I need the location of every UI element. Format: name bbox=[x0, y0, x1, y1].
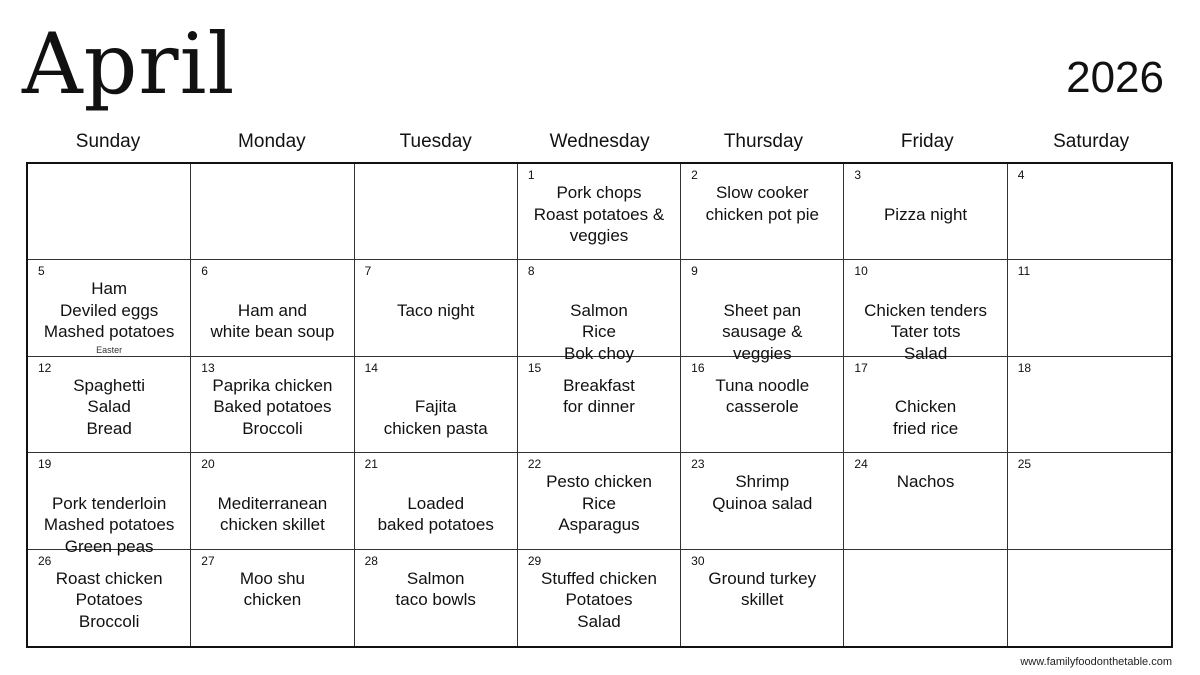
meal-line: sausage & bbox=[722, 322, 803, 342]
day-cell-6[interactable] bbox=[191, 260, 354, 356]
day-number: 23 bbox=[691, 457, 705, 472]
website-link[interactable]: www.familyfoodonthetable.com bbox=[1020, 656, 1172, 668]
meal-line: chicken bbox=[243, 590, 302, 610]
meal-line: Salad bbox=[903, 343, 948, 363]
meal-line: fried rice bbox=[892, 418, 959, 438]
day-cell-25[interactable] bbox=[1008, 453, 1171, 549]
day-cell-16[interactable] bbox=[681, 357, 844, 453]
meal-line: Quinoa salad bbox=[712, 493, 813, 513]
day-cell-23[interactable] bbox=[681, 453, 844, 549]
meal-line: Ground turkey bbox=[708, 568, 817, 588]
day-cell-4[interactable] bbox=[1008, 164, 1171, 260]
meal-line: chicken pasta bbox=[383, 418, 488, 438]
meal-text bbox=[191, 471, 353, 536]
day-number: 30 bbox=[691, 553, 705, 568]
meal-line: Sheet pan bbox=[723, 300, 802, 320]
day-cell-29[interactable] bbox=[518, 550, 681, 646]
meal-line: Deviled eggs bbox=[60, 300, 159, 320]
meal-text bbox=[681, 471, 843, 514]
day-number: 3 bbox=[854, 168, 862, 182]
day-number: 12 bbox=[38, 360, 52, 375]
day-number: 25 bbox=[1017, 457, 1032, 472]
meal-text bbox=[28, 568, 190, 633]
meal-line: Paprika chicken bbox=[212, 375, 333, 395]
day-cell-15[interactable] bbox=[518, 357, 681, 453]
meal-line bbox=[191, 471, 353, 493]
day-cell-19[interactable] bbox=[28, 453, 191, 556]
meal-line: Baked potatoes bbox=[213, 397, 332, 417]
meal-text bbox=[355, 375, 517, 440]
weekday-friday: Friday bbox=[900, 131, 954, 152]
meal-text bbox=[844, 375, 1006, 440]
empty-cell[interactable] bbox=[844, 550, 1007, 646]
day-cell-7[interactable] bbox=[355, 260, 518, 356]
meal-line: Potatoes bbox=[565, 590, 633, 610]
meal-line: Slow cooker bbox=[715, 183, 809, 202]
meal-line bbox=[355, 278, 517, 300]
month-title: April bbox=[22, 15, 236, 113]
meal-line: Nachos bbox=[896, 472, 955, 492]
meal-line: Fajita bbox=[414, 397, 457, 417]
day-cell-20[interactable] bbox=[191, 453, 354, 549]
empty-cell[interactable] bbox=[28, 164, 191, 260]
day-cell-14[interactable] bbox=[355, 357, 518, 453]
day-number: 22 bbox=[527, 457, 542, 472]
meal-text bbox=[681, 278, 843, 364]
meal-line bbox=[355, 471, 517, 493]
meal-text bbox=[355, 278, 517, 321]
meal-text bbox=[844, 182, 1006, 225]
day-number: 26 bbox=[38, 553, 52, 568]
day-cell-5[interactable] bbox=[28, 260, 191, 356]
meal-line: taco bowls bbox=[395, 590, 476, 610]
day-number: 15 bbox=[527, 360, 542, 375]
day-cell-17[interactable] bbox=[844, 357, 1007, 453]
meal-line: Mediterranean bbox=[217, 493, 328, 513]
meal-text bbox=[518, 568, 680, 633]
day-cell-8[interactable] bbox=[518, 260, 681, 363]
meal-line: Tater tots bbox=[890, 322, 961, 342]
meal-line: Stuffed chicken bbox=[541, 568, 657, 588]
meal-text bbox=[191, 278, 353, 343]
meal-text bbox=[518, 182, 680, 247]
meal-line bbox=[844, 278, 1006, 300]
day-number: 18 bbox=[1017, 360, 1032, 375]
meal-line bbox=[844, 182, 1006, 204]
meal-line bbox=[355, 375, 517, 397]
meal-line: casserole bbox=[725, 397, 799, 417]
meal-line: Roast chicken bbox=[55, 568, 163, 588]
meal-line: Broccoli bbox=[242, 418, 303, 438]
day-cell-12[interactable] bbox=[28, 357, 191, 453]
meal-text bbox=[518, 278, 680, 364]
meal-line: Taco night bbox=[396, 300, 475, 320]
meal-line: chicken pot pie bbox=[705, 204, 819, 224]
meal-text bbox=[518, 471, 680, 536]
day-number: 28 bbox=[364, 553, 378, 568]
meal-line: Potatoes bbox=[75, 590, 143, 610]
day-cell-21[interactable] bbox=[355, 453, 518, 549]
day-number: 24 bbox=[854, 457, 868, 472]
day-number: 9 bbox=[691, 264, 698, 279]
meal-line: Moo shu bbox=[239, 568, 306, 588]
weekday-saturday: Saturday bbox=[1053, 131, 1130, 152]
meal-line: Pork tenderloin bbox=[51, 493, 167, 513]
meal-line: veggies bbox=[569, 226, 629, 245]
day-number: 29 bbox=[527, 553, 542, 568]
meal-line: Rice bbox=[581, 322, 616, 342]
meal-line: Ham bbox=[91, 279, 128, 299]
weekday-sunday: Sunday bbox=[75, 131, 141, 152]
day-cell-26[interactable] bbox=[28, 550, 191, 646]
day-number: 27 bbox=[201, 553, 215, 568]
day-cell-27[interactable] bbox=[191, 550, 354, 646]
day-cell-1[interactable] bbox=[518, 164, 681, 260]
meal-line: Loaded bbox=[407, 493, 465, 513]
meal-text bbox=[844, 471, 1006, 493]
day-number: 2 bbox=[691, 168, 698, 182]
day-number: 10 bbox=[854, 264, 868, 279]
meal-text bbox=[355, 471, 517, 536]
meal-line: baked potatoes bbox=[377, 515, 494, 535]
day-cell-10[interactable] bbox=[844, 260, 1007, 363]
meal-line: Bread bbox=[86, 418, 132, 438]
year-label: 2026 bbox=[1066, 53, 1164, 102]
meal-line: Salad bbox=[87, 397, 131, 417]
meal-text bbox=[28, 471, 190, 557]
weekday-wednesday: Wednesday bbox=[549, 131, 650, 152]
meal-line: Rice bbox=[581, 493, 616, 513]
day-number: 21 bbox=[364, 457, 378, 472]
meal-text bbox=[681, 375, 843, 418]
day-number: 17 bbox=[854, 360, 868, 375]
meal-line: veggies bbox=[732, 343, 792, 363]
day-cell-9[interactable] bbox=[681, 260, 844, 363]
meal-line: Asparagus bbox=[558, 515, 640, 535]
meal-line: chicken skillet bbox=[219, 515, 325, 535]
day-number: 11 bbox=[1017, 264, 1031, 279]
meal-line: Salmon bbox=[570, 300, 628, 320]
weekday-tuesday: Tuesday bbox=[399, 131, 472, 152]
day-cell-22[interactable] bbox=[518, 453, 681, 549]
weekday-monday: Monday bbox=[238, 131, 306, 152]
meal-line: Green peas bbox=[64, 536, 154, 556]
meal-line: Mashed potatoes bbox=[43, 322, 175, 342]
day-cell-11[interactable] bbox=[1008, 260, 1171, 356]
meal-line: Spaghetti bbox=[73, 375, 146, 395]
meal-line: Salmon bbox=[406, 568, 465, 588]
holiday-note: Easter bbox=[96, 344, 123, 355]
empty-cell[interactable] bbox=[1008, 550, 1171, 646]
meal-text bbox=[518, 375, 680, 418]
day-number: 4 bbox=[1017, 168, 1025, 182]
empty-cell[interactable] bbox=[191, 164, 354, 260]
calendar-grid bbox=[26, 162, 1173, 648]
meal-line: Pesto chicken bbox=[546, 472, 652, 492]
meal-line bbox=[844, 375, 1006, 397]
meal-text bbox=[28, 375, 190, 440]
day-cell-28[interactable] bbox=[355, 550, 518, 646]
day-number: 8 bbox=[527, 264, 535, 279]
meal-text bbox=[844, 278, 1006, 364]
meal-line: Chicken tenders bbox=[864, 300, 987, 320]
meal-line bbox=[28, 471, 190, 493]
day-cell-30[interactable] bbox=[681, 550, 844, 646]
day-number: 19 bbox=[38, 457, 52, 472]
day-number: 5 bbox=[38, 264, 45, 279]
day-number: 6 bbox=[201, 264, 208, 279]
meal-line: white bean soup bbox=[210, 322, 335, 342]
meal-line: Ham and bbox=[237, 300, 307, 320]
meal-line: Roast potatoes & bbox=[533, 204, 665, 224]
meal-text bbox=[191, 568, 353, 611]
meal-line bbox=[518, 278, 680, 300]
meal-line: Pork chops bbox=[556, 183, 642, 202]
day-number: 20 bbox=[201, 457, 215, 472]
meal-line: Broccoli bbox=[78, 611, 140, 631]
day-cell-2[interactable] bbox=[681, 164, 844, 260]
meal-text bbox=[681, 568, 843, 611]
meal-line: for dinner bbox=[563, 397, 635, 417]
day-number: 14 bbox=[364, 360, 378, 375]
day-number: 1 bbox=[527, 168, 535, 182]
day-cell-24[interactable] bbox=[844, 453, 1007, 549]
weekday-thursday: Thursday bbox=[723, 131, 804, 152]
meal-line: Breakfast bbox=[563, 375, 635, 395]
meal-text bbox=[28, 278, 190, 343]
day-number: 16 bbox=[691, 360, 705, 375]
meal-line: Salad bbox=[577, 611, 621, 631]
meal-line: Bok choy bbox=[564, 343, 634, 363]
meal-line: Mashed potatoes bbox=[43, 515, 175, 535]
meal-line bbox=[191, 278, 353, 300]
day-number: 13 bbox=[201, 360, 215, 375]
day-cell-18[interactable] bbox=[1008, 357, 1171, 453]
day-cell-3[interactable] bbox=[844, 164, 1007, 260]
meal-line: Tuna noodle bbox=[715, 375, 810, 395]
empty-cell[interactable] bbox=[355, 164, 518, 260]
meal-line bbox=[681, 278, 843, 300]
day-number: 7 bbox=[364, 264, 372, 279]
meal-line: Pizza night bbox=[883, 204, 968, 224]
meal-line: skillet bbox=[741, 590, 784, 610]
meal-text bbox=[681, 182, 843, 225]
meal-line: Shrimp bbox=[735, 472, 790, 492]
meal-line: Chicken bbox=[894, 397, 957, 417]
meal-text bbox=[355, 568, 517, 611]
meal-text bbox=[191, 375, 353, 440]
day-cell-13[interactable] bbox=[191, 357, 354, 453]
